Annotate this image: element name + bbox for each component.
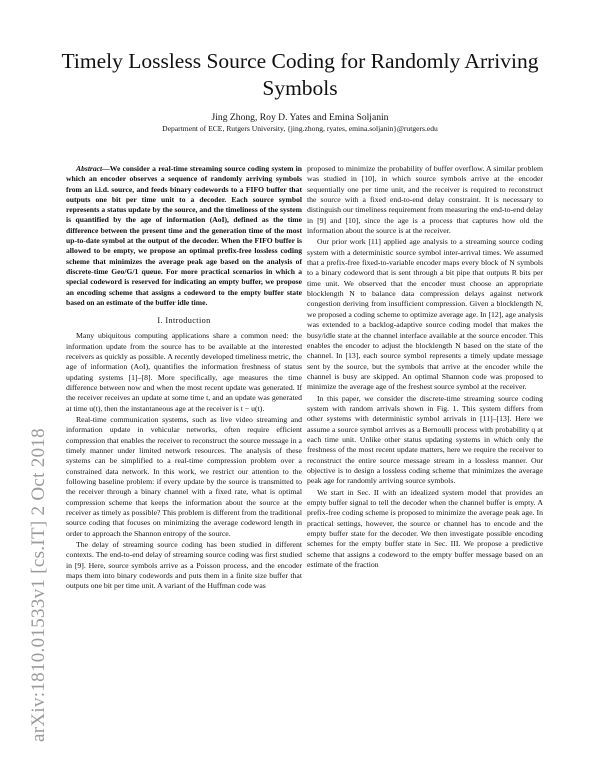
arxiv-stamp: arXiv:1810.01533v1 [cs.IT] 2 Oct 2018	[28, 428, 49, 742]
right-column	[307, 164, 543, 571]
abstract-lead: Abstract	[76, 164, 103, 173]
left-paragraph-3: The delay of streaming source coding has been studied in different contexts. The end-to-end delay of streaming source coding was first studied in [9]. Here, source symbols arrive as a Poisson process, and the encoder maps them into binary codewords and puts them in a finite size buffer that outputs one bit per time unit. A variant of the Huffman code was	[66, 540, 302, 591]
left-paragraph-1: Many ubiquitous computing applications share a common need: the information update from the source has to be available at the interested receivers as quickly as possible. A recently developed timeliness metric, the age of information (AoI), quantifies the information freshness of status updating systems [1]–[8]. More specifically, age measures the time difference between now and when the most recent update was generated. If the receiver receives an update at some time t, and an update was generated at time u(t), then the instantaneous age at the receiver is t − u(t).	[66, 331, 302, 413]
right-paragraph-2: Our prior work [11] applied age analysis to a streaming source coding system with a deterministic source symbol inter-arrival times. We assumed that a prefix-free fixed-to-variable encoder maps every block of N symbols to a binary codeword that is sent through a bit pipe that outputs R bits per time unit. We observed that the encoder must choose an appropriate blocklength N to balance data compression delays against network congestion deriving from insufficient compression. Given a blocklength N, we proposed a coding scheme to optimize average age. In [12], age analysis was extended to a backlog-adaptive source coding model that makes the busy/idle state at the channel interface available at the source encoder. This enables the encoder to adjust the blocklength N based on the state of the channel. In [13], each source symbol represents a timely update message sent by the source, but the symbols that arrive at the encoder while the channel is busy are skipped. An optimal Shannon code was proposed to minimize the average age of the freshest source symbol at the receiver.	[307, 237, 543, 392]
paper-title: Timely Lossless Source Coding for Randomly Arriving Symbols	[61, 49, 539, 100]
section-heading-introduction: I. Introduction	[157, 316, 211, 326]
left-paragraph-2: Real-time communication systems, such as live video streaming and information update in vehicular networks, often require efficient compression that enables the receiver to reconstruct the source message in a timely manner under limited network resources. The analysis of these systems can be simplified to a real-time compression problem over a constrained data network. In this work, we restrict our attention to the following baseline problem: if every update by the source is transmitted to the receiver through a binary channel with a fixed rate, what is optimal compression scheme that keeps the information about the source at the receiver as timely as possible? This problem is different from the traditional source coding that focuses on minimizing the average codeword length in order to approach the Shannon entropy of the source.	[66, 414, 302, 538]
paper-affiliation: Department of ECE, Rutgers University, {jing.zhong, ryates, emina.soljanin}@rutgers.edu	[162, 124, 438, 133]
right-paragraph-3: In this paper, we consider the discrete-time streaming source coding system with random arrivals shown in Fig. 1. This system differs from other systems with deterministic symbol arrivals in [11]–[13]. Here we assume a source symbol arrives as a Bernoulli process with probability q at each time unit. Unlike other status updating systems in which only the freshness of the most recent update matters, here we require the receiver to reconstruct the entire source message stream in a lossless manner. Our objective is to design a lossless coding scheme that minimizes the average peak age for randomly arriving source symbols.	[307, 393, 543, 486]
abstract-text: —We consider a real-time streaming source coding system in which an encoder observes a sequence of randomly arriving symbols from an i.i.d. source, and feeds binary codewords to a FIFO buffer that outputs one bit per time unit to a decoder. Each source symbol represents a status update by the source, and the timeliness of the system is quantified by the age of information (AoI), defined as the time difference between the present time and the generation time of the most up-to-date symbol at the output of the decoder. When the FIFO buffer is allowed to be empty, we propose an optimal prefix-free lossless coding scheme that minimizes the average peak age based on the analysis of discrete-time Geo/G/1 queue. For more practical scenarios in which a special codeword is reserved for indicating an empty buffer, we propose an encoding scheme that assigns a codeword to the empty buffer state based on an estimate of the buffer idle time.	[66, 164, 302, 307]
left-column	[66, 164, 302, 593]
right-paragraph-1: proposed to minimize the probability of buffer overflow. A similar problem was studied in [10], in which source symbols arrive at the encoder sequentially one per time unit, and the receiver is required to reconstruct the source with a fixed end-to-end delay constraint. It is necessary to distinguish our timeliness requirement from measuring the end-to-end delay in [9] and [10], since the age is a process that captures how old the information about the source is at the receiver.	[307, 164, 543, 236]
abstract	[66, 164, 302, 308]
abstract-paragraph	[66, 164, 302, 308]
paper-authors: Jing Zhong, Roy D. Yates and Emina Soljanin	[211, 112, 389, 123]
right-paragraph-4: We start in Sec. II with an idealized system model that provides an empty buffer signal to tell the decoder when the channel buffer is empty. A prefix-free coding scheme is proposed to minimize the average peak age. In practical settings, however, the source or channel has to encode and the empty buffer state for the decoder. We then investigate possible encoding schemes for the empty buffer state in Sec. III. We propose a predictive scheme that assigns a codeword to the empty buffer message based on an estimate of the fraction	[307, 487, 543, 570]
